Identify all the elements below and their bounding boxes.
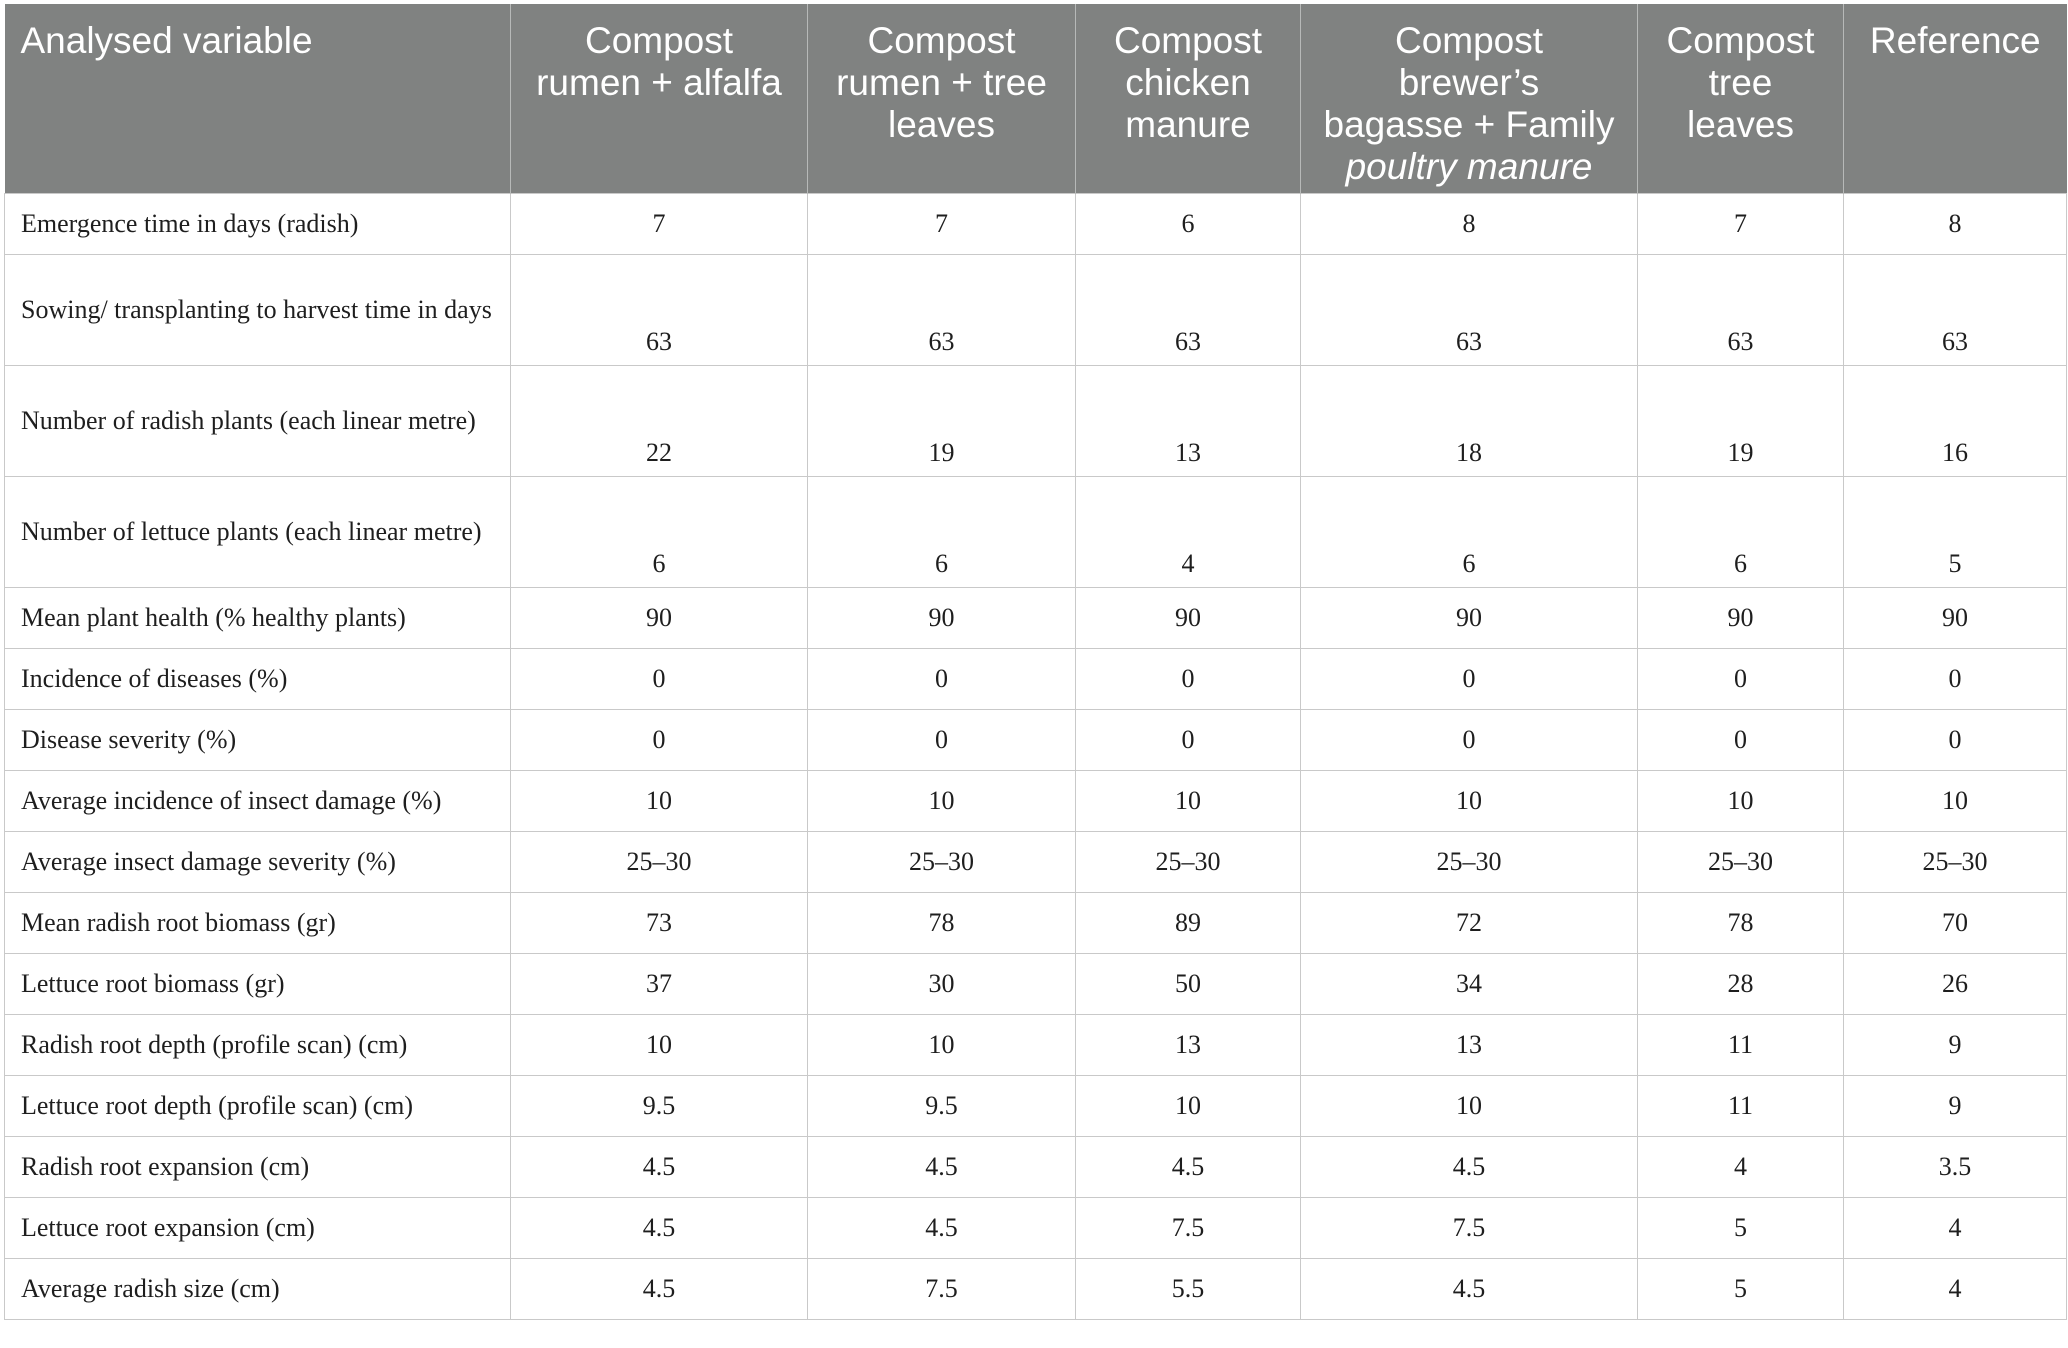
table-cell: 78 <box>808 892 1076 953</box>
column-header-5 <box>1638 4 1844 193</box>
table-cell: 22 <box>511 365 808 476</box>
table-cell: 7.5 <box>808 1258 1076 1319</box>
table-row <box>5 476 2067 587</box>
table-row <box>5 587 2067 648</box>
table-cell: 10 <box>1076 770 1301 831</box>
table-cell: 4.5 <box>511 1136 808 1197</box>
table-cell: 9.5 <box>808 1075 1076 1136</box>
table-cell: 0 <box>1844 648 2067 709</box>
table-cell: 13 <box>1076 365 1301 476</box>
table-cell: 6 <box>511 476 808 587</box>
table-cell: 9 <box>1844 1014 2067 1075</box>
table-cell: 6 <box>1301 476 1638 587</box>
row-label: Mean plant health (% healthy plants) <box>5 587 511 648</box>
row-label: Number of lettuce plants (each linear metre) <box>5 476 511 587</box>
table-row <box>5 831 2067 892</box>
row-label: Average radish size (cm) <box>5 1258 511 1319</box>
row-label: Emergence time in days (radish) <box>5 193 511 254</box>
row-label: Lettuce root expansion (cm) <box>5 1197 511 1258</box>
table-cell: 25–30 <box>1638 831 1844 892</box>
table-cell: 10 <box>808 770 1076 831</box>
table-cell: 0 <box>1301 709 1638 770</box>
table-cell: 5 <box>1844 476 2067 587</box>
table-body <box>5 193 2067 1319</box>
table-cell: 10 <box>1301 1075 1638 1136</box>
table-cell: 10 <box>511 1014 808 1075</box>
table-row <box>5 709 2067 770</box>
header-line: leaves <box>888 104 995 145</box>
table-cell: 90 <box>1076 587 1301 648</box>
table-row <box>5 892 2067 953</box>
table-cell: 7 <box>808 193 1076 254</box>
table-cell: 25–30 <box>1844 831 2067 892</box>
table-cell: 73 <box>511 892 808 953</box>
header-line: Compost <box>584 20 734 61</box>
table-cell: 10 <box>1844 770 2067 831</box>
table-cell: 63 <box>1638 254 1844 365</box>
table-cell: 26 <box>1844 953 2067 1014</box>
header-line-italic: poultry manure <box>1345 146 1593 187</box>
table-cell: 4.5 <box>511 1197 808 1258</box>
table-row <box>5 648 2067 709</box>
row-label: Incidence of diseases (%) <box>5 648 511 709</box>
table-cell: 90 <box>1844 587 2067 648</box>
table-cell: 9 <box>1844 1075 2067 1136</box>
header-line: tree <box>1708 62 1773 103</box>
row-label: Mean radish root biomass (gr) <box>5 892 511 953</box>
table-cell: 78 <box>1638 892 1844 953</box>
table-cell: 25–30 <box>1076 831 1301 892</box>
table-cell: 5 <box>1638 1258 1844 1319</box>
table-row <box>5 254 2067 365</box>
table-cell: 5.5 <box>1076 1258 1301 1319</box>
table-cell: 7.5 <box>1301 1197 1638 1258</box>
table-cell: 89 <box>1076 892 1301 953</box>
table-cell: 10 <box>1076 1075 1301 1136</box>
table-row <box>5 193 2067 254</box>
table-cell: 8 <box>1844 193 2067 254</box>
table-cell: 90 <box>808 587 1076 648</box>
table-cell: 0 <box>511 648 808 709</box>
header-line: Compost <box>1113 20 1263 61</box>
header-line: rumen + tree <box>836 62 1047 103</box>
table-cell: 7 <box>511 193 808 254</box>
table-cell: 4.5 <box>511 1258 808 1319</box>
row-label: Number of radish plants (each linear metre) <box>5 365 511 476</box>
table-cell: 10 <box>808 1014 1076 1075</box>
header-line: Compost <box>1666 20 1815 61</box>
table-cell: 7 <box>1638 193 1844 254</box>
column-header-2 <box>808 4 1076 193</box>
table-cell: 4.5 <box>1076 1136 1301 1197</box>
header-line: Reference <box>1869 20 2041 61</box>
header-line: rumen + alfalfa <box>536 62 782 103</box>
table-cell: 25–30 <box>511 831 808 892</box>
table-cell: 6 <box>808 476 1076 587</box>
row-label: Lettuce root biomass (gr) <box>5 953 511 1014</box>
table-cell: 6 <box>1076 193 1301 254</box>
table-cell: 19 <box>1638 365 1844 476</box>
table-cell: 0 <box>1638 709 1844 770</box>
table-row <box>5 365 2067 476</box>
table-cell: 4 <box>1844 1258 2067 1319</box>
header-line: bagasse + Family <box>1323 104 1615 145</box>
table-cell: 70 <box>1844 892 2067 953</box>
header-line: manure <box>1125 104 1251 145</box>
table-cell: 25–30 <box>808 831 1076 892</box>
table-cell: 18 <box>1301 365 1638 476</box>
table-cell: 6 <box>1638 476 1844 587</box>
table-cell: 4.5 <box>808 1197 1076 1258</box>
table-cell: 5 <box>1638 1197 1844 1258</box>
table-cell: 7.5 <box>1076 1197 1301 1258</box>
table-cell: 63 <box>1301 254 1638 365</box>
table-cell: 10 <box>1301 770 1638 831</box>
table-cell: 11 <box>1638 1075 1844 1136</box>
table-cell: 13 <box>1301 1014 1638 1075</box>
row-label: Radish root depth (profile scan) (cm) <box>5 1014 511 1075</box>
column-header-variable <box>5 4 511 193</box>
header-line: chicken <box>1125 62 1251 103</box>
table-cell: 9.5 <box>511 1075 808 1136</box>
table-cell: 90 <box>1638 587 1844 648</box>
table-cell: 19 <box>808 365 1076 476</box>
row-label: Lettuce root depth (profile scan) (cm) <box>5 1075 511 1136</box>
table-cell: 0 <box>1076 648 1301 709</box>
table-row <box>5 1136 2067 1197</box>
table-row <box>5 1258 2067 1319</box>
table-cell: 0 <box>1301 648 1638 709</box>
table-header <box>5 4 2067 193</box>
table-cell: 0 <box>808 648 1076 709</box>
table-cell: 34 <box>1301 953 1638 1014</box>
table-row <box>5 1075 2067 1136</box>
table-cell: 4 <box>1844 1197 2067 1258</box>
column-header-1 <box>511 4 808 193</box>
table-cell: 63 <box>1076 254 1301 365</box>
header-line: Compost <box>867 20 1016 61</box>
row-label: Sowing/ transplanting to harvest time in days <box>5 254 511 365</box>
table-row <box>5 1197 2067 1258</box>
header-line: Analysed variable <box>20 20 313 61</box>
table-cell: 63 <box>511 254 808 365</box>
table-cell: 13 <box>1076 1014 1301 1075</box>
column-header-4 <box>1301 4 1638 193</box>
table-cell: 3.5 <box>1844 1136 2067 1197</box>
row-label: Average insect damage severity (%) <box>5 831 511 892</box>
table-cell: 10 <box>1638 770 1844 831</box>
header-line: brewer’s <box>1398 62 1540 103</box>
row-label: Radish root expansion (cm) <box>5 1136 511 1197</box>
table-cell: 0 <box>511 709 808 770</box>
table-cell: 8 <box>1301 193 1638 254</box>
table-cell: 30 <box>808 953 1076 1014</box>
header-line: Compost <box>1394 20 1544 61</box>
table-cell: 4.5 <box>808 1136 1076 1197</box>
table-cell: 28 <box>1638 953 1844 1014</box>
header-row <box>5 4 2067 193</box>
table-cell: 4 <box>1076 476 1301 587</box>
table-cell: 10 <box>511 770 808 831</box>
table-cell: 37 <box>511 953 808 1014</box>
table-cell: 90 <box>511 587 808 648</box>
table-row <box>5 953 2067 1014</box>
table-cell: 72 <box>1301 892 1638 953</box>
table-cell: 63 <box>808 254 1076 365</box>
table-cell: 0 <box>1076 709 1301 770</box>
table-cell: 4 <box>1638 1136 1844 1197</box>
table-cell: 0 <box>1844 709 2067 770</box>
table-cell: 4.5 <box>1301 1136 1638 1197</box>
table-row <box>5 770 2067 831</box>
table-cell: 90 <box>1301 587 1638 648</box>
row-label: Disease severity (%) <box>5 709 511 770</box>
column-header-3 <box>1076 4 1301 193</box>
table-cell: 50 <box>1076 953 1301 1014</box>
table-cell: 0 <box>1638 648 1844 709</box>
data-table <box>4 4 2067 1320</box>
table-row <box>5 1014 2067 1075</box>
table-cell: 11 <box>1638 1014 1844 1075</box>
row-label: Average incidence of insect damage (%) <box>5 770 511 831</box>
column-header-6 <box>1844 4 2067 193</box>
header-line: leaves <box>1687 104 1794 145</box>
table-cell: 0 <box>808 709 1076 770</box>
table-cell: 25–30 <box>1301 831 1638 892</box>
table-cell: 16 <box>1844 365 2067 476</box>
table-cell: 4.5 <box>1301 1258 1638 1319</box>
table-cell: 63 <box>1844 254 2067 365</box>
